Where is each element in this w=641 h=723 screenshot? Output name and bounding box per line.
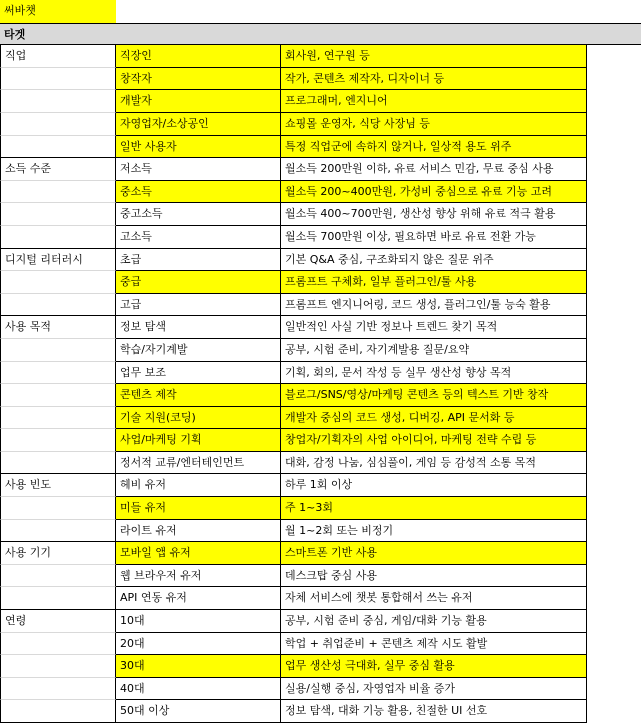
segment-cell[interactable]: 라이트 유저 xyxy=(116,520,281,543)
segment-cell[interactable]: 개발자 xyxy=(116,90,281,113)
table-row xyxy=(0,565,641,588)
segment-cell[interactable]: 고급 xyxy=(116,294,281,317)
table-row xyxy=(0,520,641,543)
description-cell[interactable]: 개발자 중심의 코드 생성, 디버깅, API 문서화 등 xyxy=(281,407,587,430)
table-row xyxy=(0,294,641,317)
category-cell[interactable] xyxy=(0,362,116,385)
description-cell[interactable]: 창업자/기획자의 사업 아이디어, 마케팅 전략 수립 등 xyxy=(281,429,587,452)
description-cell[interactable]: 작가, 콘텐츠 제작자, 디자이너 등 xyxy=(281,68,587,91)
category-cell[interactable]: 디지털 리터러시 xyxy=(0,249,116,272)
description-cell[interactable]: 특정 직업군에 속하지 않거나, 일상적 용도 위주 xyxy=(281,136,587,159)
segment-cell[interactable]: 기술 지원(코딩) xyxy=(116,407,281,430)
description-cell[interactable]: 회사원, 연구원 등 xyxy=(281,45,587,68)
description-cell[interactable]: 월소득 200~400만원, 가성비 중심으로 유료 기능 고려 xyxy=(281,181,587,204)
category-cell[interactable]: 소득 수준 xyxy=(0,158,116,181)
segment-cell[interactable]: 콘텐츠 제작 xyxy=(116,384,281,407)
table-row xyxy=(0,113,641,136)
category-cell[interactable]: 사용 빈도 xyxy=(0,474,116,497)
category-cell[interactable] xyxy=(0,136,116,159)
segment-cell[interactable]: 50대 이상 xyxy=(116,700,281,723)
category-cell[interactable]: 사용 목적 xyxy=(0,316,116,339)
table-row xyxy=(0,136,641,159)
description-cell[interactable]: 기획, 회의, 문서 작성 등 실무 생산성 향상 목적 xyxy=(281,362,587,385)
category-cell[interactable] xyxy=(0,271,116,294)
segment-cell[interactable]: 헤비 유저 xyxy=(116,474,281,497)
segment-cell[interactable]: 일반 사용자 xyxy=(116,136,281,159)
segment-cell[interactable]: 중고소득 xyxy=(116,203,281,226)
segment-cell[interactable]: 업무 보조 xyxy=(116,362,281,385)
description-cell[interactable]: 프로그래머, 엔지니어 xyxy=(281,90,587,113)
category-cell[interactable]: 연령 xyxy=(0,610,116,633)
description-cell[interactable]: 대화, 감정 나눔, 심심풀이, 게임 등 감성적 소통 목적 xyxy=(281,452,587,475)
segment-cell[interactable]: 웹 브라우저 유저 xyxy=(116,565,281,588)
table-row xyxy=(0,452,641,475)
segment-cell[interactable]: 40대 xyxy=(116,678,281,701)
table-row xyxy=(0,587,641,610)
category-cell[interactable] xyxy=(0,655,116,678)
table-row xyxy=(0,203,641,226)
segment-cell[interactable]: 10대 xyxy=(116,610,281,633)
segment-cell[interactable]: 모바일 앱 유저 xyxy=(116,542,281,565)
table-row xyxy=(0,542,641,565)
description-cell[interactable]: 월소득 400~700만원, 생산성 향상 위해 유료 적극 활용 xyxy=(281,203,587,226)
description-cell[interactable]: 블로그/SNS/영상/마케팅 콘텐츠 등의 텍스트 기반 창작 xyxy=(281,384,587,407)
section-header[interactable]: 타겟 xyxy=(4,27,26,41)
table-row xyxy=(0,339,641,362)
category-cell[interactable] xyxy=(0,294,116,317)
description-cell[interactable]: 주 1~3회 xyxy=(281,497,587,520)
description-cell[interactable]: 월 1~2회 또는 비정기 xyxy=(281,520,587,543)
table-row xyxy=(0,384,641,407)
segment-cell[interactable]: 초급 xyxy=(116,249,281,272)
segment-cell[interactable]: 직장인 xyxy=(116,45,281,68)
table-row xyxy=(0,610,641,633)
category-cell[interactable] xyxy=(0,68,116,91)
segment-cell[interactable]: 미들 유저 xyxy=(116,497,281,520)
title-row xyxy=(0,0,641,23)
table-row xyxy=(0,45,641,68)
category-cell[interactable]: 사용 기기 xyxy=(0,542,116,565)
segment-cell[interactable]: 중급 xyxy=(116,271,281,294)
description-cell[interactable]: 하루 1회 이상 xyxy=(281,474,587,497)
description-cell[interactable]: 프롬프트 엔지니어링, 코드 생성, 플러그인/툴 능숙 활용 xyxy=(281,294,587,317)
category-cell[interactable] xyxy=(0,113,116,136)
category-cell[interactable] xyxy=(0,181,116,204)
table-row xyxy=(0,655,641,678)
category-cell[interactable] xyxy=(0,587,116,610)
segment-cell[interactable]: API 연동 유저 xyxy=(116,587,281,610)
description-cell[interactable]: 프롬프트 구체화, 일부 플러그인/툴 사용 xyxy=(281,271,587,294)
segment-cell[interactable]: 자영업자/소상공인 xyxy=(116,113,281,136)
table-row xyxy=(0,90,641,113)
table-row xyxy=(0,68,641,91)
description-cell[interactable]: 스마트폰 기반 사용 xyxy=(281,542,587,565)
category-cell[interactable] xyxy=(0,407,116,430)
category-cell[interactable] xyxy=(0,633,116,656)
table-row xyxy=(0,633,641,656)
description-cell[interactable]: 학업 + 취업준비 + 콘텐츠 제작 시도 활발 xyxy=(281,633,587,656)
table-row xyxy=(0,474,641,497)
category-cell[interactable] xyxy=(0,90,116,113)
table-row xyxy=(0,249,641,272)
description-cell[interactable]: 기본 Q&A 중심, 구조화되지 않은 질문 위주 xyxy=(281,249,587,272)
category-cell[interactable] xyxy=(0,678,116,701)
category-cell[interactable] xyxy=(0,226,116,249)
segment-cell[interactable]: 중소득 xyxy=(116,181,281,204)
segment-cell[interactable]: 학습/자기계발 xyxy=(116,339,281,362)
table-row xyxy=(0,429,641,452)
table-row xyxy=(0,271,641,294)
category-cell[interactable] xyxy=(0,520,116,543)
description-cell[interactable]: 데스크탑 중심 사용 xyxy=(281,565,587,588)
category-cell[interactable] xyxy=(0,497,116,520)
table-row xyxy=(0,316,641,339)
target-table xyxy=(0,45,641,723)
description-cell[interactable]: 쇼핑몰 운영자, 식당 사장님 등 xyxy=(281,113,587,136)
category-cell[interactable] xyxy=(0,700,116,723)
description-cell[interactable]: 실용/실행 중심, 자영업자 비율 증가 xyxy=(281,678,587,701)
category-cell[interactable] xyxy=(0,429,116,452)
segment-cell[interactable]: 고소득 xyxy=(116,226,281,249)
segment-cell[interactable]: 30대 xyxy=(116,655,281,678)
category-cell[interactable] xyxy=(0,452,116,475)
table-row xyxy=(0,362,641,385)
category-cell[interactable] xyxy=(0,384,116,407)
table-row xyxy=(0,678,641,701)
description-cell[interactable]: 월소득 700만원 이상, 필요하면 바로 유료 전환 가능 xyxy=(281,226,587,249)
description-cell[interactable]: 일반적인 사실 기반 정보나 트렌드 찾기 목적 xyxy=(281,316,587,339)
segment-cell[interactable]: 창작자 xyxy=(116,68,281,91)
segment-cell[interactable]: 정서적 교류/엔터테인먼트 xyxy=(116,452,281,475)
table-row xyxy=(0,226,641,249)
table-row xyxy=(0,407,641,430)
description-cell[interactable]: 정보 탐색, 대화 기능 활용, 친절한 UI 선호 xyxy=(281,700,587,723)
description-cell[interactable]: 자체 서비스에 챗봇 통합해서 쓰는 유저 xyxy=(281,587,587,610)
category-cell[interactable] xyxy=(0,339,116,362)
table-row xyxy=(0,158,641,181)
description-cell[interactable]: 공부, 시험 준비, 자기계발용 질문/요약 xyxy=(281,339,587,362)
description-cell[interactable]: 공부, 시험 준비 중심, 게임/대화 기능 활용 xyxy=(281,610,587,633)
segment-cell[interactable]: 20대 xyxy=(116,633,281,656)
segment-cell[interactable]: 사업/마케팅 기획 xyxy=(116,429,281,452)
table-row xyxy=(0,497,641,520)
table-row xyxy=(0,700,641,723)
sheet-title[interactable]: 써바챗 xyxy=(0,0,116,23)
description-cell[interactable]: 월소득 200만원 이하, 유료 서비스 민감, 무료 중심 사용 xyxy=(281,158,587,181)
segment-cell[interactable]: 저소득 xyxy=(116,158,281,181)
description-cell[interactable]: 업무 생산성 극대화, 실무 중심 활용 xyxy=(281,655,587,678)
table-row xyxy=(0,181,641,204)
segment-cell[interactable]: 정보 탐색 xyxy=(116,316,281,339)
category-cell[interactable]: 직업 xyxy=(0,45,116,68)
category-cell[interactable] xyxy=(0,203,116,226)
category-cell[interactable] xyxy=(0,565,116,588)
section-header-row xyxy=(0,23,641,46)
